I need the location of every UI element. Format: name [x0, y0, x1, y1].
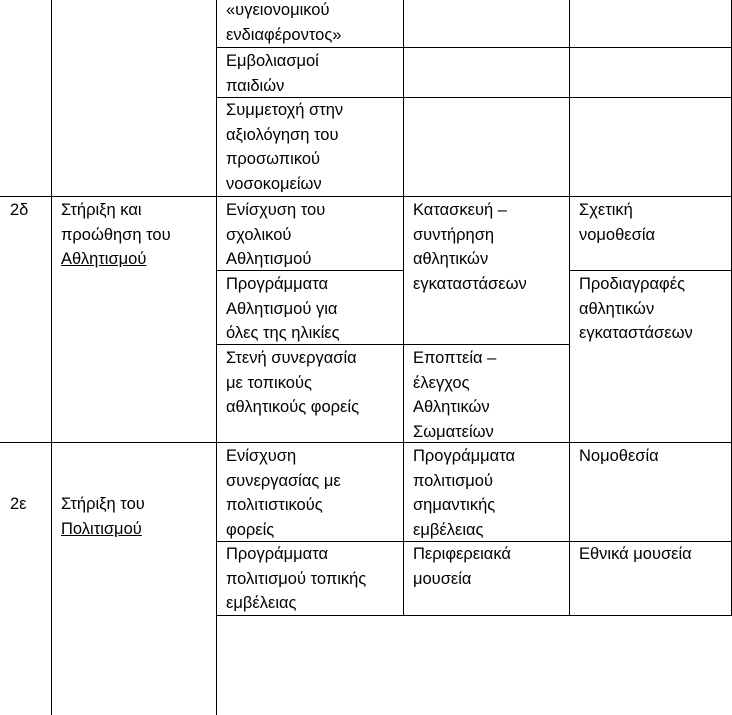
row-line — [569, 270, 732, 271]
table-cell-activity: Εμβολιασμοί παιδιών — [226, 52, 319, 95]
table-cell-action: Εποπτεία – έλεγχος Αθλητικών Σωματείων — [413, 349, 497, 441]
row-number: 2δ — [10, 201, 29, 219]
table-cell-activity: «υγειονομικού ενδιαφέροντος» — [226, 1, 342, 44]
table-cell-activity: Στενή συνεργασία με τοπικούς αθλητικούς φορείς — [226, 349, 360, 416]
section-title-text: Στήριξη και προώθηση του — [61, 201, 171, 244]
col-line-1 — [51, 0, 52, 715]
col-line-3 — [403, 0, 404, 615]
table-cell-action: Προγράμματα πολιτισμού σημαντικής εμβέλειας — [413, 447, 516, 539]
table-cell-activity: Ενίσχυση συνεργασίας με πολιτιστικούς φορείς — [226, 447, 341, 539]
row-line — [0, 442, 732, 443]
section-title-link[interactable]: Αθλητισμού — [61, 250, 147, 268]
section-title-text: Στήριξη του — [61, 495, 145, 513]
table-cell-activity: Προγράμματα πολιτισμού τοπικής εμβέλειας — [226, 545, 367, 612]
row-number: 2ε — [10, 495, 27, 513]
section-title — [61, 198, 171, 272]
section-title-link[interactable]: Πολιτισμού — [61, 519, 142, 538]
row-line — [0, 196, 732, 197]
col-line-4 — [569, 0, 570, 615]
table-cell-action: Κατασκευή – συντήρηση αθλητικών εγκαταστάσεων — [413, 201, 527, 293]
table-cell-activity: Συμμετοχή στην αξιολόγηση του προσωπικού νοσοκομείων — [226, 101, 344, 193]
table-cell-activity: Προγράμματα Αθλητισμού για όλες της ηλικίες — [226, 275, 340, 342]
col-line-2 — [216, 0, 217, 715]
section-title — [61, 492, 145, 541]
table-cell-framework: Σχετική νομοθεσία — [579, 201, 656, 244]
row-line — [216, 47, 732, 48]
table-cell-framework: Προδιαγραφές αθλητικών εγκαταστάσεων — [579, 275, 693, 342]
table-cell-framework: Νομοθεσία — [579, 447, 659, 465]
table-cell-framework: Εθνικά μουσεία — [579, 545, 692, 563]
table-cell-activity: Ενίσχυση του σχολικού Αθλητισμού — [226, 201, 326, 268]
table-cell-action: Περιφερειακά μουσεία — [413, 545, 511, 588]
